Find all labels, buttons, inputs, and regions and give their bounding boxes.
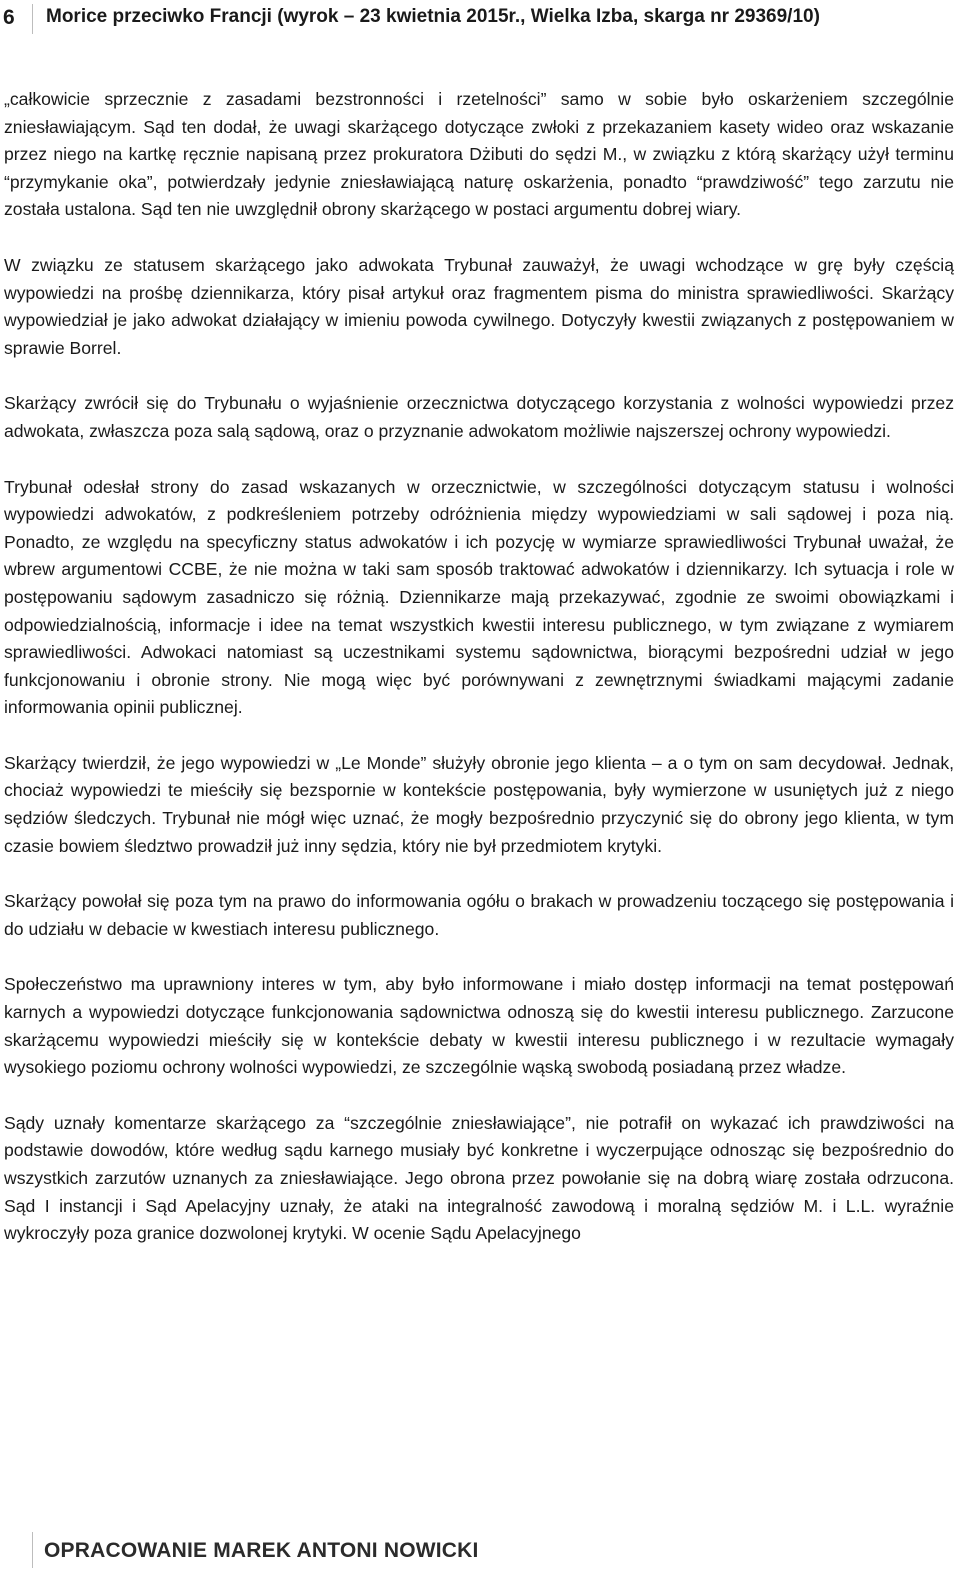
page-header	[0, 0, 960, 40]
paragraph-7: Społeczeństwo ma uprawniony interes w tym, aby było informowane i miało dostęp informacji na temat postępowań karnych a wypowiedzi dotyczące funkcjonowania sądownictwa odnoszą się do kwestii interesu publicznego. Zarzucone skarżącemu wypowiedzi mieściły się w kontekście debaty w kwestii interesu publicznego i w rezultacie wymagały wysokiego poziomu ochrony wolności wypowiedzi, ze szczególnie wąską swobodą posiadaną przez władze.	[4, 974, 954, 1078]
footer-credit: OPRACOWANIE MAREK ANTONI NOWICKI	[44, 1539, 479, 1562]
header-divider	[32, 4, 33, 34]
page-number: 6	[3, 6, 15, 29]
paragraph-2: W związku ze statusem skarżącego jako adwokata Trybunał zauważył, że uwagi wchodzące w grę były częścią wypowiedzi na prośbę dziennikarza, który pisał artykuł oraz fragmentem pisma do ministra sprawiedliwości. Skarżący wypowiedział je jako adwokat działający w imieniu powoda cywilnego. Dotyczyły kwestii związanych z postępowaniem w sprawie Borrel.	[4, 254, 954, 358]
paragraph-8: Sądy uznały komentarze skarżącego za “szczególnie zniesławiające”, nie potrafił on wykazać ich prawdziwości na podstawie dowodów, które według sądu karnego musiały być konkretne i wyczerpujące odnosząc się bezpośrednio do wszystkich zarzutów uznanych za zniesławiające. Jego obrona przez powołanie się na dobrą wiarę została odrzucona. Sąd I instancji i Sąd Apelacyjny uznały, że ataki na integralność zawodową i moralną sędziów M. i L.L. wyraźnie wykroczyły poza granice dozwolonej krytyki. W ocenie Sądu Apelacyjnego	[4, 1112, 954, 1244]
paragraph-4: Trybunał odesłał strony do zasad wskazanych w orzecznictwie, w szczególności dotyczącym statusu i wolności wypowiedzi adwokatów, z podkreśleniem potrzeby odróżnienia między wypowiedziami w sali sądowej i poza nią. Ponadto, ze względu na specyficzny status adwokatów i ich pozycję w wymiarze sprawiedliwości Trybunał uważał, że wbrew argumentowi CCBE, że nie można w taki sam sposób traktować adwokatów i dziennikarzy. Ich sytuacja i role w postępowaniu sądowym zasadniczo się różnią. Dziennikarze mają przekazywać, zgodnie ze swoimi obowiązkami i odpowiedzialnością, informacje i idee na temat wszystkich kwestii interesu publicznego, w tym związane z wymiarem sprawiedliwości. Adwokaci natomiast są uczestnikami systemu sądownictwa, biorącymi bezpośredni udział w jego funkcjonowaniu i obronie strony. Nie mogą więc być porównywani z zewnętrznymi świadkami mającymi zadanie informowania opinii publicznej.	[4, 476, 954, 718]
running-title: Morice przeciwko Francji (wyrok – 23 kwietnia 2015r., Wielka Izba, skarga nr 29369/10)	[46, 6, 820, 27]
document-body	[4, 86, 954, 1276]
footer-divider	[32, 1532, 33, 1568]
page-footer	[0, 1532, 960, 1569]
paragraph-6: Skarżący powołał się poza tym na prawo do informowania ogółu o brakach w prowadzeniu toczącego się postępowania i do udziału w debacie w kwestiach interesu publicznego.	[4, 891, 954, 939]
paragraph-3: Skarżący zwrócił się do Trybunału o wyjaśnienie orzecznictwa dotyczącego korzystania z wolności wypowiedzi przez adwokata, zwłaszcza poza salą sądową, oraz o przyznanie adwokatom możliwie najszerszej ochrony wypowiedzi.	[4, 393, 954, 441]
paragraph-5: Skarżący twierdził, że jego wypowiedzi w „Le Monde” służyły obronie jego klienta – a o tym on sam decydował. Jednak, chociaż wypowiedzi te mieściły się bezspornie w kontekście postępowania, były wymierzone w usuniętych już z niego sędziów śledczych. Trybunał nie mógł więc uznać, że mogły bezpośrednio przyczynić się do obrony jego klienta, w tym czasie bowiem śledztwo prowadził już inny sędzia, który nie był przedmiotem krytyki.	[4, 752, 954, 856]
paragraph-1: „całkowicie sprzecznie z zasadami bezstronności i rzetelności” samo w sobie było oskarżeniem szczególnie zniesławiającym. Sąd ten dodał, że uwagi skarżącego dotyczące zwłoki z przekazaniem kasety wideo oraz wskazanie przez niego na kartkę ręcznie napisaną przez prokuratora Dżibuti do sędzi M., w związku z którą skarżący użył terminu “przymykanie oka”, potwierdzały jedynie zniesławiającą naturę oskarżenia, ponadto “prawdziwość” tego zarzutu nie została ustalona. Sąd ten nie uwzględnił obrony skarżącego w postaci argumentu dobrej wiary.	[4, 89, 954, 220]
